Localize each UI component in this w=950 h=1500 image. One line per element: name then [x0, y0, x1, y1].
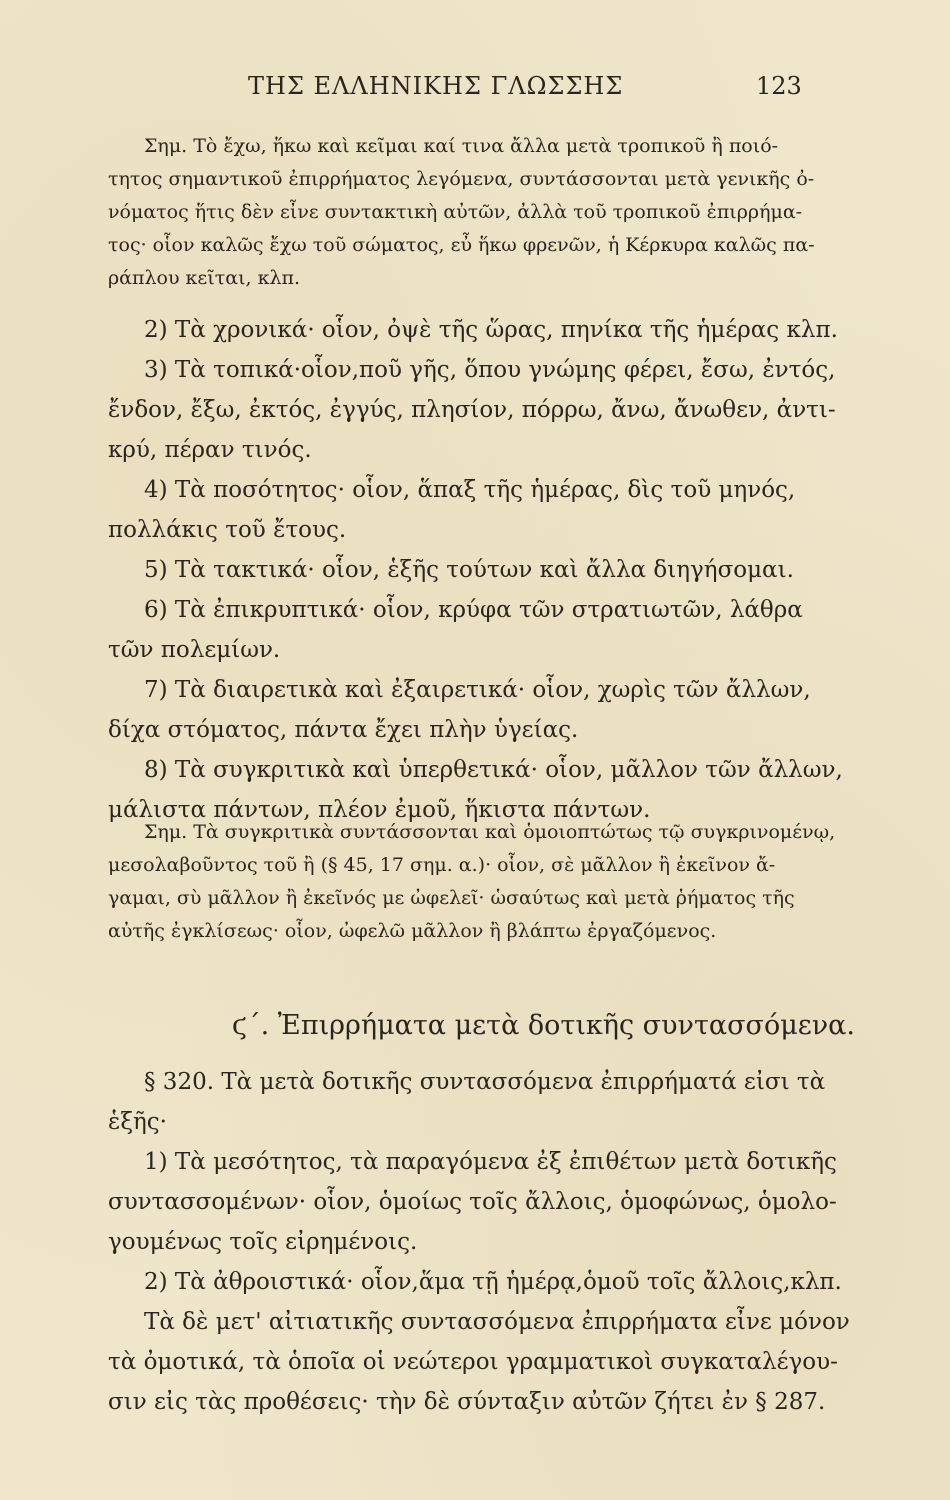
adverb-list-dative	[108, 1062, 850, 1422]
text-line: 3) Τὰ τοπικά·οἷον,ποῦ γῆς, ὅπου γνώμης φέρει, ἔσω, ἐντός,	[144, 357, 836, 383]
text-line: 2) Τὰ χρονικά· οἷον, ὀψὲ τῆς ὥρας, πηνίκα τῆς ἡμέρας κλπ.	[144, 317, 838, 343]
note-paragraph-2	[108, 816, 836, 948]
text-line: 2) Τὰ ἀθροιστικά· οἷον,ἅμα τῇ ἡμέρᾳ,ὁμοῦ τοῖς ἄλλοις,κλπ.	[144, 1269, 842, 1295]
text-line: Σημ. Τὸ ἔχω, ἥκω καὶ κεῖμαι καί τινα ἄλλα μετὰ τροπικοῦ ἢ ποιό-	[144, 135, 779, 157]
text-line: αὐτῆς ἐγκλίσεως· οἷον, ὠφελῶ μᾶλλον ἢ βλάπτω ἐργαζόμενος.	[108, 920, 717, 942]
text-line: 6) Τὰ ἐπικρυπτικά· οἷον, κρύφα τῶν στρατιωτῶν, λάθρα	[144, 597, 803, 623]
page-number: 123	[756, 72, 802, 100]
text-line: ράπλου κεῖται, κλπ.	[108, 267, 301, 289]
text-line: 7) Τὰ διαιρετικὰ καὶ ἐξαιρετικά· οἷον, χωρὶς τῶν ἄλλων,	[144, 677, 811, 703]
text-line: ἔνδον, ἔξω, ἐκτός, ἐγγύς, πλησίον, πόρρω, ἄνω, ἄνωθεν, ἀντι-	[108, 397, 836, 423]
text-line: τητος σημαντικοῦ ἐπιρρήματος λεγόμενα, συντάσσονται μετὰ γενικῆς ὀ-	[108, 168, 815, 190]
text-line: συντασσομένων· οἷον, ὁμοίως τοῖς ἄλλοις, ὁμοφώνως, ὁμολο-	[108, 1189, 837, 1215]
running-header: ΤΗΣ ΕΛΛΗΝΙΚΗΣ ΓΛΩΣΣΗΣ	[248, 72, 624, 100]
text-line: 8) Τὰ συγκριτικὰ καὶ ὑπερθετικά· οἷον, μᾶλλον τῶν ἄλλων,	[144, 757, 843, 783]
text-line: ἑξῆς·	[108, 1109, 167, 1135]
text-line: γαμαι, σὺ μᾶλλον ἢ ἐκεῖνός με ὠφελεῖ· ὡσαύτως καὶ μετὰ ῥήματος τῆς	[108, 887, 795, 909]
text-line: τος· οἷον καλῶς ἔχω τοῦ σώματος, εὖ ἥκω φρενῶν, ἡ Κέρκυρα καλῶς πα-	[108, 234, 815, 256]
text-line: 1) Τὰ μεσότητος, τὰ παραγόμενα ἐξ ἐπιθέτων μετὰ δοτικῆς	[144, 1149, 837, 1175]
text-line: μεσολαβοῦντος τοῦ ἢ (§ 45, 17 σημ. α.)· οἷον, σὲ μᾶλλον ἢ ἐκεῖνον ἄ-	[108, 854, 776, 876]
text-line: Τὰ δὲ μετ' αἰτιατικῆς συντασσόμενα ἐπιρρήματα εἶνε μόνον	[144, 1309, 850, 1335]
text-line: Σημ. Τὰ συγκριτικὰ συντάσσονται καὶ ὁμοιοπτώτως τῷ συγκρινομένῳ,	[144, 821, 836, 843]
text-line: πολλάκις τοῦ ἔτους.	[108, 517, 347, 543]
text-line: νόματος ἥτις δὲν εἶνε συντακτικὴ αὐτῶν, ἀλλὰ τοῦ τροπικοῦ ἐπιρρήμα-	[108, 201, 803, 223]
text-line: δίχα στόματος, πάντα ἔχει πλὴν ὑγείας.	[108, 717, 579, 743]
text-line: μάλιστα πάντων, πλέον ἐμοῦ, ἥκιστα πάντων.	[108, 797, 651, 823]
text-line: γουμένως τοῖς εἰρημένοις.	[108, 1229, 418, 1255]
text-line: κρύ, πέραν τινός.	[108, 437, 312, 463]
text-line: 5) Τὰ τακτικά· οἷον, ἑξῆς τούτων καὶ ἄλλα διηγήσομαι.	[144, 557, 794, 583]
text-line: 4) Τὰ ποσότητος· οἷον, ἅπαξ τῆς ἡμέρας, δὶς τοῦ μηνός,	[144, 477, 796, 503]
text-line: σιν εἰς τὰς προθέσεις· τὴν δὲ σύνταξιν αὐτῶν ζήτει ἐν § 287.	[108, 1389, 826, 1415]
note-paragraph-1	[108, 130, 815, 295]
text-line: τὰ ὀμοτικά, τὰ ὁποῖα οἱ νεώτεροι γραμματικοὶ συγκαταλέγου-	[108, 1349, 838, 1375]
adverb-list-genitive	[108, 310, 843, 830]
text-line: τῶν πολεμίων.	[108, 637, 281, 663]
text-line: § 320. Τὰ μετὰ δοτικῆς συντασσόμενα ἐπιρρήματά εἰσι τὰ	[144, 1069, 826, 1095]
section-heading: ϛ΄. Ἐπιρρήματα μετὰ δοτικῆς συντασσόμενα.	[232, 1010, 855, 1041]
